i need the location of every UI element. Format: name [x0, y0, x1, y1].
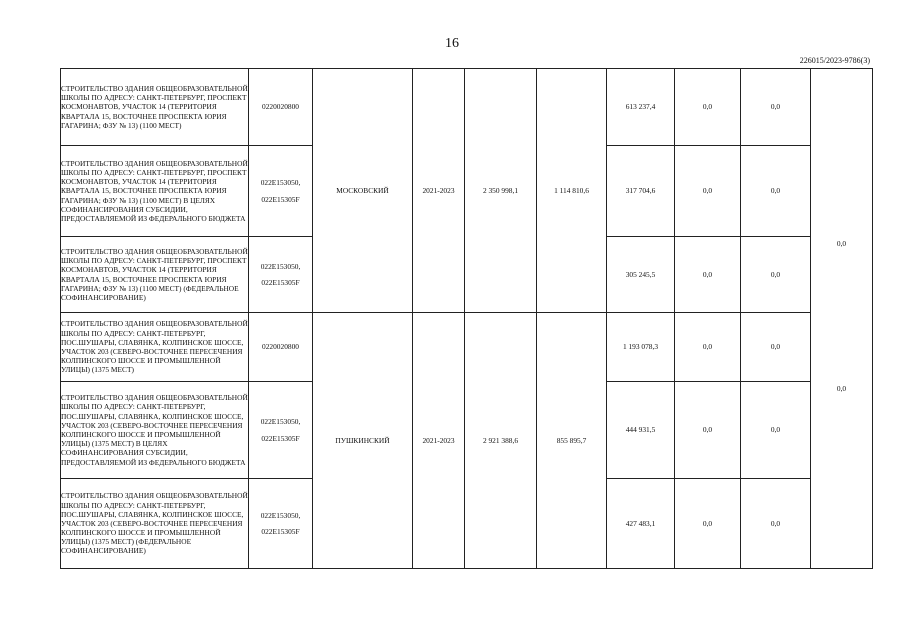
- budget-code-line: 022E153050,: [260, 178, 301, 188]
- budget-code: [249, 146, 313, 237]
- amount-cell: 427 483,1: [607, 479, 675, 569]
- value-cell-1: 0,0: [675, 237, 741, 313]
- last-column-cell: [811, 69, 873, 569]
- value-cell-2: 0,0: [741, 69, 811, 146]
- budget-code: [249, 69, 313, 146]
- funded-amount-cell: 855 895,7: [537, 313, 607, 569]
- value-cell-2: 0,0: [741, 313, 811, 382]
- amount-cell: 1 193 078,3: [607, 313, 675, 382]
- amount-cell: 444 931,5: [607, 382, 675, 479]
- budget-code: [249, 313, 313, 382]
- document-id: 226015/2023-9786(3): [799, 56, 870, 65]
- object-description: СТРОИТЕЛЬСТВО ЗДАНИЯ ОБЩЕОБРАЗОВАТЕЛЬНОЙ ШКОЛЫ ПО АДРЕСУ: САНКТ-ПЕТЕРБУРГ, ПРОСПЕКТ КОСМОНАВТОВ, УЧАСТОК 14 (ТЕРРИТОРИЯ КВАРТАЛА 15, ВОСТОЧНЕЕ ПРОСПЕКТА ЮРИЯ ГАГАРИНА; ФЗУ № 13) (1100 МЕСТ) В ЦЕЛЯХ СОФИНАНСИРОВАНИЯ СУБСИДИИ, ПРЕДОСТАВЛЯЕМОЙ ИЗ ФЕДЕРАЛЬНОГО БЮДЖЕТА: [61, 146, 249, 237]
- value-cell-2: 0,0: [741, 479, 811, 569]
- last-column-value-top: 0,0: [836, 239, 847, 249]
- amount-cell: 613 237,4: [607, 69, 675, 146]
- object-description: СТРОИТЕЛЬСТВО ЗДАНИЯ ОБЩЕОБРАЗОВАТЕЛЬНОЙ ШКОЛЫ ПО АДРЕСУ: САНКТ-ПЕТЕРБУРГ, ПРОСПЕКТ КОСМОНАВТОВ, УЧАСТОК 14 (ТЕРРИТОРИЯ КВАРТАЛА 15, ВОСТОЧНЕЕ ПРОСПЕКТА ЮРИЯ ГАГАРИНА; ФЗУ № 13) (1100 МЕСТ) (ФЕДЕРАЛЬНОЕ СОФИНАНСИРОВАНИЕ): [61, 237, 249, 313]
- last-column-value-bottom: 0,0: [836, 383, 847, 393]
- budget-code-line: 022E153050,: [260, 417, 301, 427]
- value-cell-2: 0,0: [741, 382, 811, 479]
- page-number: 16: [445, 36, 459, 51]
- district-cell: ПУШКИНСКИЙ: [313, 313, 413, 569]
- object-description: СТРОИТЕЛЬСТВО ЗДАНИЯ ОБЩЕОБРАЗОВАТЕЛЬНОЙ ШКОЛЫ ПО АДРЕСУ: САНКТ-ПЕТЕРБУРГ, ПРОСПЕКТ КОСМОНАВТОВ, УЧАСТОК 14 (ТЕРРИТОРИЯ КВАРТАЛА 15, ВОСТОЧНЕЕ ПРОСПЕКТА ЮРИЯ ГАГАРИНА; ФЗУ № 13) (1100 МЕСТ): [61, 69, 249, 146]
- value-cell-1: 0,0: [675, 313, 741, 382]
- total-cost-cell: 2 350 998,1: [465, 69, 537, 313]
- total-cost-cell: 2 921 388,6: [465, 313, 537, 569]
- budget-code: [249, 382, 313, 479]
- district-cell: МОСКОВСКИЙ: [313, 69, 413, 313]
- investment-table: [60, 68, 873, 569]
- budget-code-line: 0220020800: [262, 342, 299, 352]
- object-description: СТРОИТЕЛЬСТВО ЗДАНИЯ ОБЩЕОБРАЗОВАТЕЛЬНОЙ ШКОЛЫ ПО АДРЕСУ: САНКТ-ПЕТЕРБУРГ, ПОС.ШУШАРЫ, СЛАВЯНКА, КОЛПИНСКОЕ ШОССЕ, УЧАСТОК 203 (СЕВЕРО-ВОСТОЧНЕЕ ПЕРЕСЕЧЕНИЯ КОЛПИНСКОГО ШОССЕ И ПРОМЫШЛЕННОЙ УЛИЦЫ) (1375 МЕСТ) (ФЕДЕРАЛЬНОЕ СОФИНАНСИРОВАНИЕ): [61, 479, 249, 569]
- period-cell: 2021-2023: [413, 69, 465, 313]
- amount-cell: 305 245,5: [607, 237, 675, 313]
- budget-code-line: 0220020800: [262, 102, 299, 112]
- object-description: СТРОИТЕЛЬСТВО ЗДАНИЯ ОБЩЕОБРАЗОВАТЕЛЬНОЙ ШКОЛЫ ПО АДРЕСУ: САНКТ-ПЕТЕРБУРГ, ПОС.ШУШАРЫ, СЛАВЯНКА, КОЛПИНСКОЕ ШОССЕ, УЧАСТОК 203 (СЕВЕРО-ВОСТОЧНЕЕ ПЕРЕСЕЧЕНИЯ КОЛПИНСКОГО ШОССЕ И ПРОМЫШЛЕННОЙ УЛИЦЫ) (1375 МЕСТ) В ЦЕЛЯХ СОФИНАНСИРОВАНИЯ СУБСИДИИ, ПРЕДОСТАВЛЯЕМОЙ ИЗ ФЕДЕРАЛЬНОГО БЮДЖЕТА: [61, 382, 249, 479]
- value-cell-1: 0,0: [675, 382, 741, 479]
- funded-amount-cell: 1 114 810,6: [537, 69, 607, 313]
- table-row: [61, 69, 873, 146]
- amount-cell: 317 704,6: [607, 146, 675, 237]
- budget-code-line: 022E15305F: [261, 433, 300, 443]
- budget-code-line: 022E153050,: [260, 261, 301, 271]
- object-description: СТРОИТЕЛЬСТВО ЗДАНИЯ ОБЩЕОБРАЗОВАТЕЛЬНОЙ ШКОЛЫ ПО АДРЕСУ: САНКТ-ПЕТЕРБУРГ, ПОС.ШУШАРЫ, СЛАВЯНКА, КОЛПИНСКОЕ ШОССЕ, УЧАСТОК 203 (СЕВЕРО-ВОСТОЧНЕЕ ПЕРЕСЕЧЕНИЯ КОЛПИНСКОГО ШОССЕ И ПРОМЫШЛЕННОЙ УЛИЦЫ) (1375 МЕСТ): [61, 313, 249, 382]
- value-cell-2: 0,0: [741, 146, 811, 237]
- table-row: [61, 313, 873, 382]
- budget-code: [249, 479, 313, 569]
- budget-code-line: 022E15305F: [261, 278, 300, 287]
- value-cell-1: 0,0: [675, 146, 741, 237]
- budget-code-line: 022E153050,: [260, 510, 301, 520]
- value-cell-1: 0,0: [675, 479, 741, 569]
- budget-code-line: 022E15305F: [261, 527, 300, 536]
- value-cell-2: 0,0: [741, 237, 811, 313]
- budget-code: [249, 237, 313, 313]
- budget-code-line: 022E15305F: [261, 194, 300, 204]
- period-cell: 2021-2023: [413, 313, 465, 569]
- value-cell-1: 0,0: [675, 69, 741, 146]
